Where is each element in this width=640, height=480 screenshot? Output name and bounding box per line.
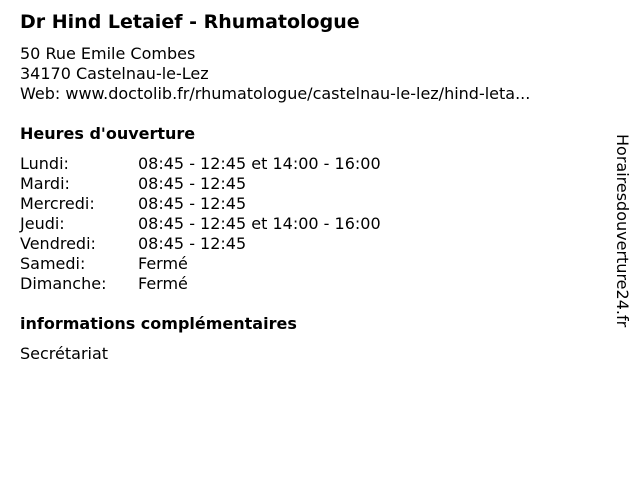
day-label: Lundi: [20, 154, 69, 173]
time-value: 08:45 - 12:45 [138, 234, 247, 253]
hours-row-saturday [20, 254, 381, 274]
time-value: Fermé [138, 274, 188, 293]
website-link[interactable]: Web: www.doctolib.fr/rhumatologue/castelnau-le-lez/hind-leta... [20, 84, 531, 103]
hours-row-monday [20, 154, 381, 174]
day-label: Vendredi: [20, 234, 96, 253]
time-value: 08:45 - 12:45 et 14:00 - 16:00 [138, 154, 381, 173]
watermark-text: Horairesdouverture24.fr [613, 134, 632, 328]
address-street: 50 Rue Emile Combes [20, 44, 196, 63]
page-title: Dr Hind Letaief - Rhumatologue [20, 11, 360, 33]
day-label: Samedi: [20, 254, 86, 273]
opening-hours-table [20, 154, 381, 294]
day-label: Mercredi: [20, 194, 95, 213]
hours-row-tuesday [20, 174, 381, 194]
address-block [20, 44, 530, 104]
time-value: 08:45 - 12:45 et 14:00 - 16:00 [138, 214, 381, 233]
hours-row-wednesday [20, 194, 381, 214]
address-city: 34170 Castelnau-le-Lez [20, 64, 209, 83]
additional-info-heading: informations complémentaires [20, 314, 297, 333]
hours-row-friday [20, 234, 381, 254]
day-label: Jeudi: [20, 214, 65, 233]
hours-row-sunday [20, 274, 381, 294]
day-label: Mardi: [20, 174, 70, 193]
time-value: 08:45 - 12:45 [138, 174, 247, 193]
site-watermark [612, 134, 632, 344]
day-label: Dimanche: [20, 274, 107, 293]
time-value: 08:45 - 12:45 [138, 194, 247, 213]
additional-info-text: Secrétariat [20, 344, 109, 363]
hours-row-thursday [20, 214, 381, 234]
time-value: Fermé [138, 254, 188, 273]
opening-hours-heading: Heures d'ouverture [20, 124, 196, 143]
